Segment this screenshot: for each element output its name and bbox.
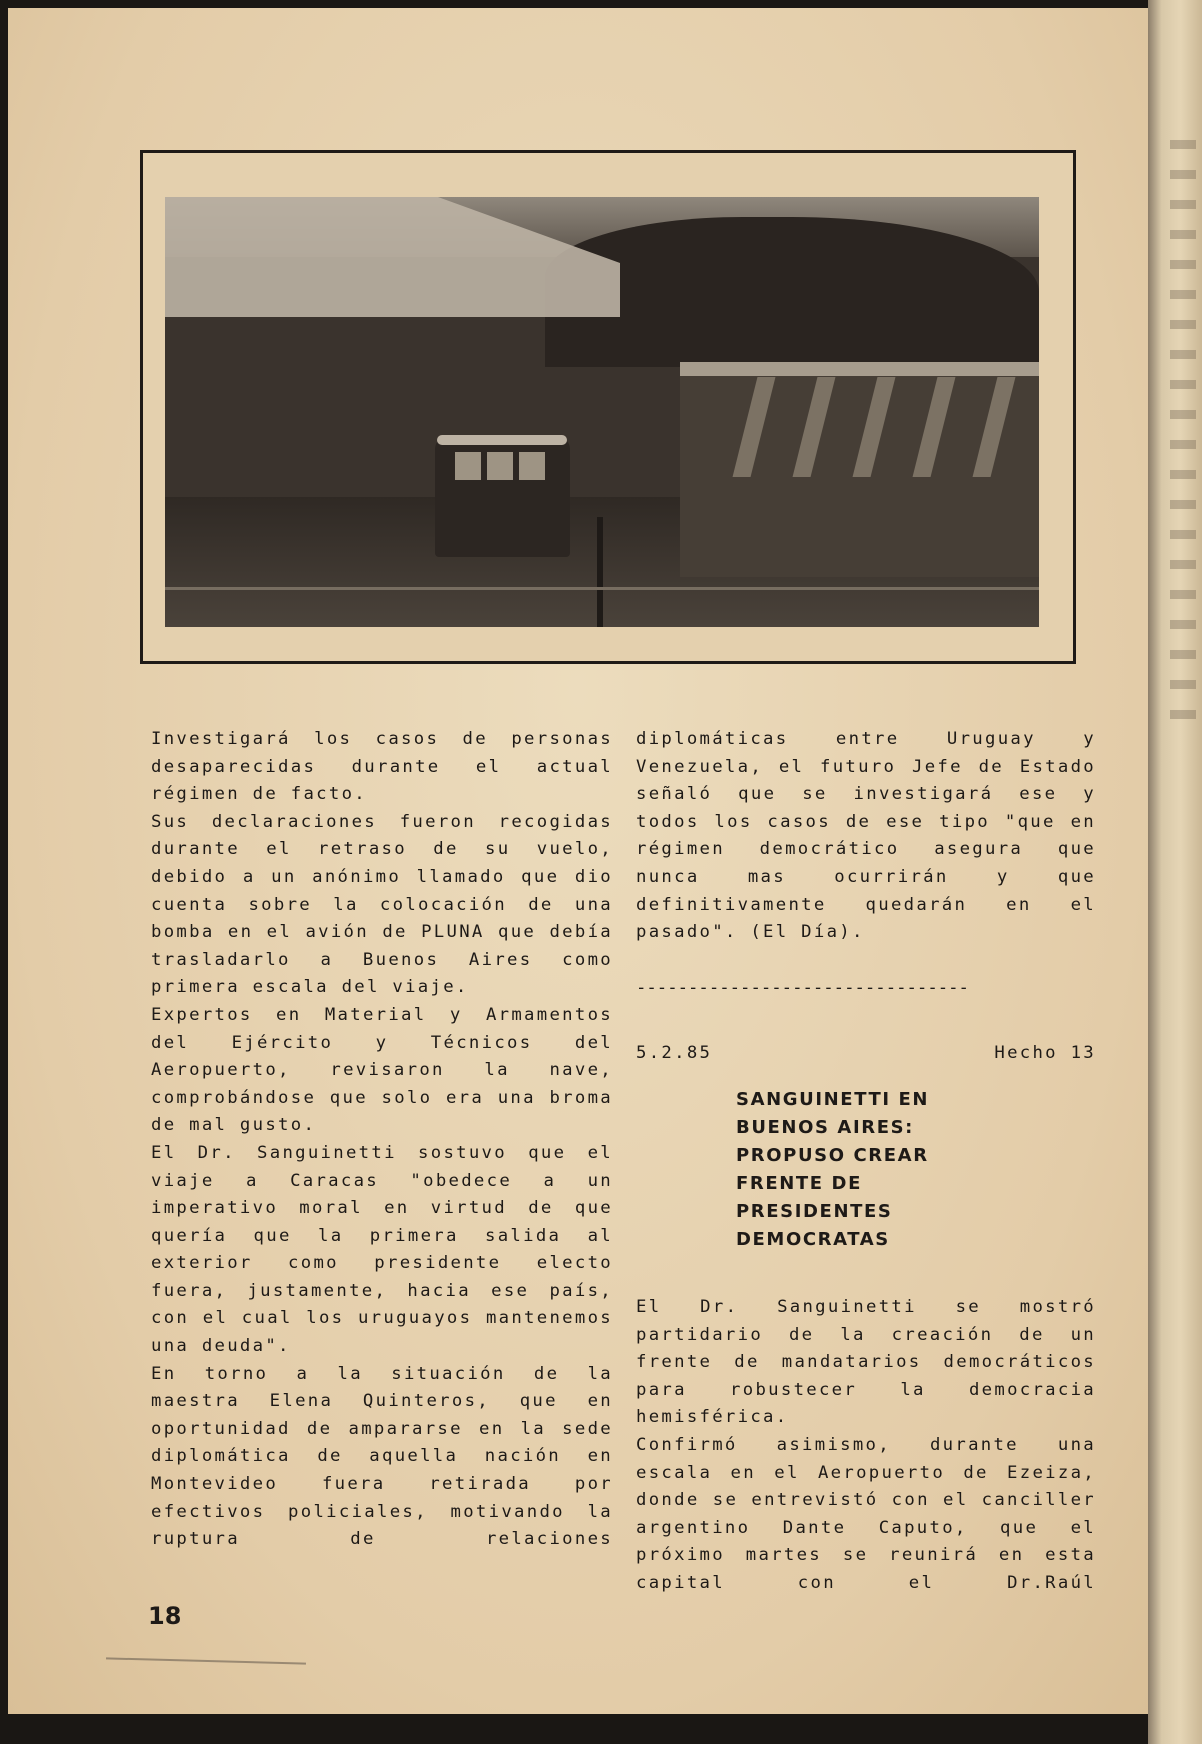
page-number: 18: [148, 1602, 182, 1630]
fact-number: Hecho 13: [994, 1043, 1096, 1064]
headline: SANGUINETTI EN BUENOS AIRES: PROPUSO CREAR FRENTE DE PRESIDENTES DEMOCRATAS: [736, 1088, 930, 1250]
magazine-page: [8, 8, 1148, 1714]
dateline: [636, 1040, 1096, 1068]
pencil-mark: [106, 1657, 306, 1664]
photo-frame: [140, 150, 1076, 664]
paragraph-continuation: diplomáticas entre Uruguay y Venezuela, el futuro Jefe de Estado señaló que se investigará ese y todos los casos de ese tipo "que en régimen democrático asegura que nunca mas ocurrirán y que definitivamente quedarán en el pasado". (El Día).: [636, 729, 1096, 943]
paragraph: Investigará los casos de personas desaparecidas durante el actual régimen de facto.: [151, 729, 613, 805]
next-page-edge: [1148, 0, 1202, 1744]
news-photo-airport: [165, 197, 1039, 627]
separator-line: --------------------------------: [636, 977, 969, 998]
right-column: [636, 726, 1096, 1597]
paragraph: El Dr. Sanguinetti se mostró partidario de la creación de un frente de mandatarios democráticos para robustecer la democracia hemisférica.: [636, 1296, 1096, 1428]
date: 5.2.85: [636, 1043, 713, 1064]
paragraph: Sus declaraciones fueron recogidas durante el retraso de su vuelo, debido a un anónimo llamado que dio cuenta sobre la colocación de una bomba en el avión de PLUNA que debía trasladarlo a Buenos Aires como primera escala del viaje.: [151, 811, 613, 998]
paragraph: Expertos en Material y Armamentos del Ejército y Técnicos del Aeropuerto, revisaron la nave, comprobándose que solo era una broma de mal gusto.: [151, 1004, 613, 1136]
paragraph: Confirmó asimismo, durante una escala en el Aeropuerto de Ezeiza, donde se entrevistó con el canciller argentino Dante Caputo, que el próximo martes se reunirá en esta capital con el Dr.Raúl: [636, 1434, 1096, 1593]
left-column: [151, 726, 613, 1554]
paragraph: En torno a la situación de la maestra Elena Quinteros, que en oportunidad de ampararse en la sede diplomática de aquella nación en Montevideo fuera retirada por efectivos policiales, motivando la ruptura de relaciones: [151, 1363, 613, 1550]
paragraph: El Dr. Sanguinetti sostuvo que el viaje a Caracas "obedece a un imperativo moral en virtud de que quería que la primera salida al exterior como presidente electo fuera, justamente, hacia ese país, con el cual los uruguayos mantenemos una deuda".: [151, 1142, 613, 1357]
